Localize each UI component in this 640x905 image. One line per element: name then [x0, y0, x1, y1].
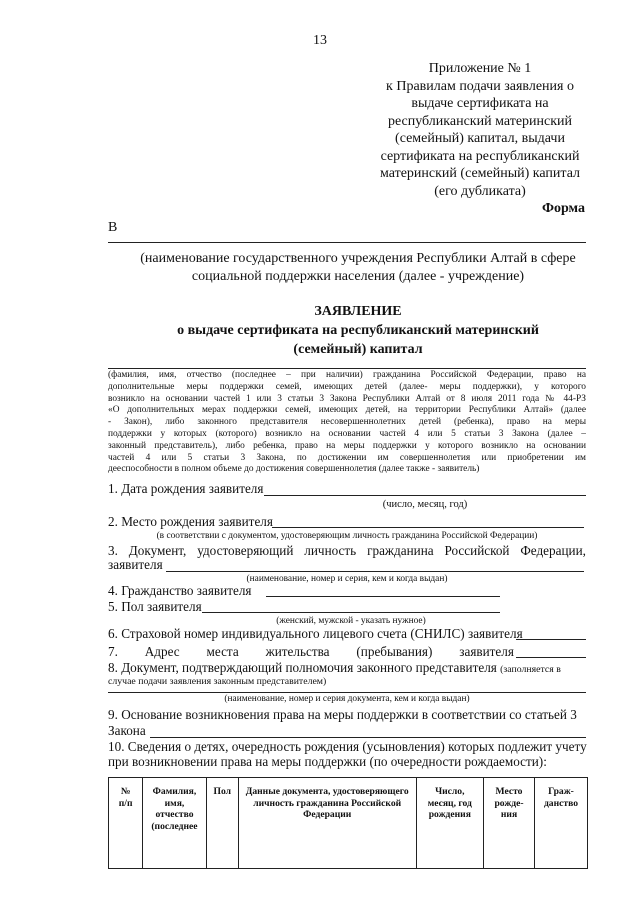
header-cell-birth-place: Место рожде- ния — [484, 778, 535, 869]
identity-doc-label-cont: заявителя — [108, 557, 163, 572]
sex-field[interactable] — [202, 612, 500, 613]
appendix-line: выдаче сертификата на — [411, 96, 549, 111]
birth-date-label: 1. Дата рождения заявителя — [108, 481, 264, 496]
children-table — [108, 777, 588, 869]
identity-doc-label — [108, 543, 586, 559]
representative-doc-field[interactable] — [108, 692, 586, 693]
instruction-line: (наименование государственного учреждения Республики Алтай в сфере — [140, 251, 576, 266]
header-cell-fullname: Фамилия, имя, отчество (последнее — [143, 778, 206, 869]
residence-word: 7. — [108, 644, 118, 659]
applicant-description — [108, 370, 586, 476]
sex-hint: (женский, мужской - указать нужное) — [276, 616, 426, 626]
birth-place-hint: (в соответствии с документом, удостоверяющим личность гражданина Российской Федерации) — [156, 531, 538, 541]
citizenship-field[interactable] — [266, 596, 500, 597]
sex-label: 5. Пол заявителя — [108, 599, 202, 614]
residence-word: Адрес — [144, 644, 180, 659]
page-number: 13 — [313, 33, 327, 48]
header-cell-sex: Пол — [206, 778, 238, 869]
subtitle-line: о выдаче сертификата на республиканский материнский — [177, 323, 539, 338]
appendix-line: материнский (семейный) капитал — [379, 166, 581, 181]
instruction-line: социальной поддержки населения (далее - учреждение) — [191, 269, 525, 284]
birth-date-hint: (число, месяц, год) — [382, 499, 468, 510]
birth-place-field[interactable] — [272, 527, 584, 528]
form-label: Форма — [541, 201, 585, 216]
residence-field[interactable] — [516, 657, 586, 658]
representative-doc-note-cont: случае подачи заявления законным представителем) — [108, 676, 327, 687]
title-text: ЗАЯВЛЕНИЕ — [314, 304, 402, 319]
residence-word: заявителя — [459, 644, 514, 659]
appendix-line: (семейный) капитал, выдачи — [395, 131, 565, 146]
appendix-line: (его дубликата) — [434, 183, 526, 199]
birth-place-label: 2. Место рождения заявителя — [108, 514, 273, 529]
children-info-label: 10. Сведения о детях, очередность рождения (усыновления) которых подлежит учету — [108, 739, 587, 754]
residence-label — [108, 644, 514, 660]
snils-label: 6. Страховой номер индивидуального лицевого счета (СНИЛС) заявителя — [108, 626, 523, 641]
subtitle-line: (семейный) капитал — [293, 342, 423, 357]
addressee-line[interactable] — [108, 242, 586, 243]
residence-word: места — [206, 644, 239, 659]
description-line: «О дополнительных мерах поддержки семей, имеющих детей, на территории Республики Алтай» (далее — [108, 405, 586, 416]
description-line: дееспособности в полном объеме до достижения совершеннолетия (далее также - заявитель) — [108, 464, 480, 475]
identity-doc-word: гражданина — [367, 543, 434, 558]
representative-doc-text: 8. Документ, подтверждающий полномочия законного представителя — [108, 660, 497, 675]
description-line: законный представитель), либо ребенка, право на меры поддержки у которого возникло на основании — [108, 440, 586, 451]
header-cell-citizenship: Граж- данство — [534, 778, 587, 869]
residence-word: (пребывания) — [356, 644, 433, 659]
description-line: поддержки у которых (которого) возникло на основании частей 4 или 5 статьи 3 Закона (далее – — [108, 428, 586, 439]
description-line: частей 4 или 5 статьи 3 Закона, по достижении им совершеннолетия или приобретении им — [108, 452, 586, 463]
identity-doc-word: 3. — [108, 543, 118, 558]
basis-field[interactable] — [150, 737, 586, 738]
basis-label: 9. Основание возникновения права на меры поддержки в соответствии со статьей 3 — [108, 707, 577, 722]
identity-doc-word: Федерации, — [520, 543, 586, 558]
document-title — [108, 302, 608, 359]
description-line: возникло на основании частей 1 или 3 статьи 3 Закона Республики Алтай от 8 июля 2011 года № 44-РЗ — [108, 393, 586, 404]
citizenship-label: 4. Гражданство заявителя — [108, 583, 252, 598]
identity-doc-word: удостоверяющий — [197, 543, 294, 558]
description-line: (фамилия, имя, отчество (последнее – при наличии) гражданина Российской Федерации, право на — [108, 370, 586, 380]
description-line: - Закон), либо законного представителя несовершеннолетних детей (ребенка), право на меры — [108, 417, 586, 428]
appendix-line: Приложение № 1 — [428, 61, 532, 76]
header-cell-number: № п/п — [109, 778, 143, 869]
identity-doc-field[interactable] — [166, 571, 584, 572]
appendix-header — [360, 60, 600, 200]
representative-doc-label — [108, 660, 561, 676]
children-info-label-cont: при возникновении права на меры поддержки (по очередности рождаемости): — [108, 754, 547, 769]
header-cell-birth-date: Число, месяц, год рождения — [416, 778, 484, 869]
representative-doc-hint: (наименование, номер и серия документа, кем и когда выдан) — [224, 694, 470, 704]
appendix-line: сертификата на республиканский — [380, 148, 580, 164]
snils-field[interactable] — [516, 639, 586, 640]
applicant-name-line[interactable] — [108, 368, 586, 369]
table-header-row — [109, 778, 588, 869]
appendix-line: к Правилам подачи заявления о — [386, 78, 574, 94]
header-cell-identity-doc: Данные документа, удостоверяющего личность гражданина Российской Федерации — [238, 778, 416, 869]
residence-word: жительства — [265, 644, 330, 659]
identity-doc-hint: (наименование, номер и серия, кем и когда выдан) — [246, 574, 448, 584]
identity-doc-word: Российской — [444, 543, 510, 558]
birth-date-field[interactable] — [264, 495, 586, 496]
basis-label-cont: Закона — [108, 723, 146, 738]
addressee-prefix: В — [108, 220, 118, 235]
description-line: дополнительные меры поддержки семей, имеющих детей (далее- меры поддержки), у которого — [108, 381, 586, 392]
appendix-line: республиканский материнский — [387, 113, 573, 129]
addressee-instruction — [108, 250, 608, 286]
representative-doc-note: (заполняется в — [500, 664, 561, 675]
identity-doc-word: личность — [304, 543, 357, 558]
identity-doc-word: Документ, — [128, 543, 187, 558]
